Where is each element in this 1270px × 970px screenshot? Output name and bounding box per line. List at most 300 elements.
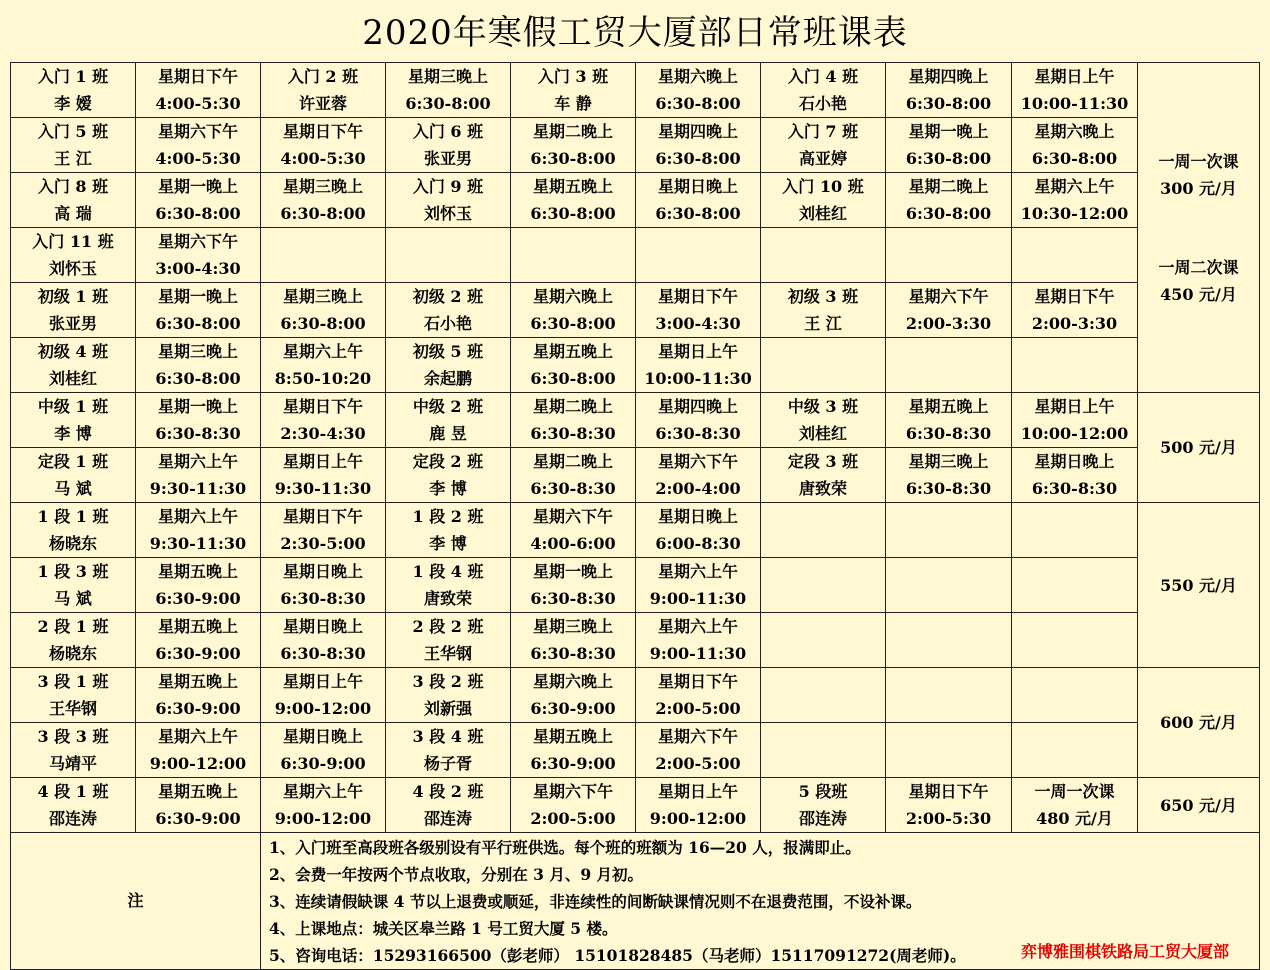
cell-line-2: 6:30-8:30 xyxy=(1031,479,1118,498)
cell-line-1 xyxy=(761,558,885,585)
cell-line-1: 星期日上午 xyxy=(1034,397,1115,416)
schedule-cell xyxy=(136,448,261,503)
cell-line-1: 星期五晚上 xyxy=(157,617,238,636)
notes-row xyxy=(11,833,1260,970)
cell-line-2: 6:30-8:00 xyxy=(905,149,992,168)
schedule-cell xyxy=(261,723,386,778)
cell-line-2: 3:00-4:30 xyxy=(155,259,241,278)
cell-line-1: 星期六上午 xyxy=(657,562,738,581)
cell-line-1 xyxy=(886,503,1011,530)
cell-line-2: 邵连涛 xyxy=(798,809,847,828)
cell-line-1: 星期四晚上 xyxy=(657,122,738,141)
cell-line-1: 3 段 1 班 xyxy=(37,672,109,691)
schedule-row xyxy=(11,173,1260,228)
cell-line-2 xyxy=(886,585,1011,612)
cell-line-2: 6:00-8:30 xyxy=(655,534,741,553)
cell-line-1: 星期三晚上 xyxy=(282,177,363,196)
cell-line-1: 星期六晚上 xyxy=(657,67,738,86)
cell-line-2: 6:30-9:00 xyxy=(530,699,616,718)
schedule-cell xyxy=(761,283,886,338)
cell-line-2: 6:30-8:00 xyxy=(530,204,616,223)
schedule-cell xyxy=(636,283,761,338)
cell-line-2: 6:30-8:00 xyxy=(1031,149,1118,168)
cell-line-2: 6:30-8:00 xyxy=(530,369,616,388)
cell-line-1 xyxy=(761,228,885,255)
cell-line-1: 星期三晚上 xyxy=(532,617,613,636)
schedule-cell xyxy=(261,558,386,613)
cell-line-1: 入门 11 班 xyxy=(32,232,114,251)
cell-line-2 xyxy=(761,640,885,667)
cell-line-2: 2:00-3:30 xyxy=(1031,314,1118,333)
cell-line-2: 4:00-5:30 xyxy=(155,149,241,168)
cell-line-2: 余起鹏 xyxy=(423,369,472,388)
schedule-cell xyxy=(261,448,386,503)
cell-line-2 xyxy=(1012,585,1137,612)
schedule-cell xyxy=(761,558,886,613)
schedule-row xyxy=(11,393,1260,448)
cell-line-1: 中级 1 班 xyxy=(37,397,109,416)
cell-line-1: 星期三晚上 xyxy=(407,67,488,86)
cell-line-1: 星期六下午 xyxy=(908,287,989,306)
cell-line-1: 1 段 4 班 xyxy=(412,562,484,581)
schedule-cell xyxy=(511,173,636,228)
schedule-cell xyxy=(761,228,886,283)
cell-line-1: 星期日晚上 xyxy=(657,507,738,526)
cell-line-1: 4 段 1 班 xyxy=(37,782,109,801)
cell-line-2: 9:30-11:30 xyxy=(149,479,247,498)
cell-line-2: 6:30-8:30 xyxy=(530,589,616,608)
cell-line-2 xyxy=(1012,750,1137,777)
schedule-cell xyxy=(1012,173,1138,228)
schedule-cell xyxy=(636,173,761,228)
schedule-cell xyxy=(636,613,761,668)
schedule-cell xyxy=(136,558,261,613)
cell-line-1: 入门 10 班 xyxy=(782,177,864,196)
schedule-cell xyxy=(1012,558,1138,613)
schedule-cell xyxy=(136,228,261,283)
cell-line-1: 入门 3 班 xyxy=(537,67,609,86)
cell-line-1: 定段 2 班 xyxy=(412,452,484,471)
cell-line-1: 星期六上午 xyxy=(282,342,363,361)
cell-line-2: 6:30-8:30 xyxy=(905,479,992,498)
schedule-cell xyxy=(11,778,136,833)
cell-line-2: 9:00-11:30 xyxy=(649,589,747,608)
schedule-cell xyxy=(886,283,1012,338)
schedule-row xyxy=(11,613,1260,668)
schedule-cell xyxy=(511,63,636,118)
schedule-cell xyxy=(11,118,136,173)
cell-line-1: 星期日晚上 xyxy=(282,617,363,636)
price-text: 一周一次课 xyxy=(1158,151,1239,171)
cell-line-1: 星期六上午 xyxy=(282,782,363,801)
cell-line-2: 石小艳 xyxy=(798,94,847,113)
cell-line-1 xyxy=(1012,613,1137,640)
schedule-cell xyxy=(1012,448,1138,503)
cell-line-2 xyxy=(1012,640,1137,667)
price-cell xyxy=(1138,63,1260,393)
cell-line-2: 6:30-8:00 xyxy=(155,369,241,388)
cell-line-2 xyxy=(761,585,885,612)
cell-line-1: 星期六下午 xyxy=(657,727,738,746)
cell-line-2 xyxy=(886,255,1011,282)
cell-line-2: 10:00-11:30 xyxy=(644,369,752,388)
cell-line-1: 星期六下午 xyxy=(532,507,613,526)
schedule-row xyxy=(11,118,1260,173)
cell-line-2: 10:30-12:00 xyxy=(1020,204,1129,223)
cell-line-1: 中级 2 班 xyxy=(412,397,484,416)
cell-line-2: 6:30-8:00 xyxy=(280,204,366,223)
schedule-cell xyxy=(1012,668,1138,723)
cell-line-1: 星期二晚上 xyxy=(532,452,613,471)
cell-line-1 xyxy=(761,613,885,640)
cell-line-1: 星期六下午 xyxy=(157,232,238,251)
cell-line-1: 星期日下午 xyxy=(1034,287,1115,306)
schedule-cell xyxy=(386,173,511,228)
schedule-cell xyxy=(11,558,136,613)
cell-line-2: 石小艳 xyxy=(423,314,472,333)
schedule-cell xyxy=(386,668,511,723)
schedule-cell xyxy=(261,118,386,173)
schedule-row xyxy=(11,228,1260,283)
cell-line-2: 6:30-8:30 xyxy=(280,589,366,608)
cell-line-2: 2:00-5:30 xyxy=(905,809,992,828)
cell-line-2: 马 斌 xyxy=(54,589,92,608)
cell-line-1: 星期三晚上 xyxy=(282,287,363,306)
cell-line-2: 6:30-8:00 xyxy=(155,314,241,333)
schedule-cell xyxy=(386,393,511,448)
cell-line-2: 6:30-9:00 xyxy=(155,809,241,828)
cell-line-1: 2 段 2 班 xyxy=(412,617,484,636)
cell-line-2: 2:00-3:30 xyxy=(905,314,992,333)
schedule-cell xyxy=(1012,723,1138,778)
cell-line-1: 3 段 3 班 xyxy=(37,727,109,746)
schedule-cell xyxy=(886,63,1012,118)
cell-line-1: 星期六上午 xyxy=(157,452,238,471)
cell-line-2 xyxy=(886,750,1011,777)
schedule-cell xyxy=(11,228,136,283)
schedule-cell xyxy=(386,118,511,173)
cell-line-1: 4 段 2 班 xyxy=(412,782,484,801)
cell-line-1: 星期五晚上 xyxy=(157,672,238,691)
notes-label: 注 xyxy=(11,833,261,970)
page-title: 2020年寒假工贸大厦部日常班课表 xyxy=(362,13,908,53)
cell-line-1: 星期六上午 xyxy=(157,727,238,746)
cell-line-1: 一周一次课 xyxy=(1034,782,1115,801)
cell-line-2: 6:30-9:00 xyxy=(155,699,241,718)
cell-line-1 xyxy=(761,338,885,365)
cell-line-2: 高亚婷 xyxy=(798,149,847,168)
cell-line-2: 10:00-12:00 xyxy=(1020,424,1129,443)
cell-line-2: 6:30-8:00 xyxy=(155,204,241,223)
cell-line-2: 高 瑞 xyxy=(54,204,92,223)
cell-line-2 xyxy=(1012,255,1137,282)
cell-line-2: 王 江 xyxy=(54,149,92,168)
cell-line-2 xyxy=(886,695,1011,722)
schedule-cell xyxy=(636,63,761,118)
cell-line-2: 6:30-8:00 xyxy=(655,94,741,113)
schedule-cell xyxy=(636,503,761,558)
price-text: 300 元/月 xyxy=(1160,178,1237,198)
schedule-row xyxy=(11,63,1260,118)
cell-line-1 xyxy=(886,338,1011,365)
cell-line-2: 8:50-10:20 xyxy=(274,369,372,388)
schedule-cell xyxy=(11,393,136,448)
cell-line-2: 6:30-9:00 xyxy=(155,644,241,663)
cell-line-1: 星期日晚上 xyxy=(282,727,363,746)
cell-line-2: 2:00-4:00 xyxy=(655,479,741,498)
cell-line-2: 9:00-12:00 xyxy=(649,809,747,828)
schedule-cell xyxy=(761,173,886,228)
schedule-cell xyxy=(11,723,136,778)
cell-line-2: 刘怀玉 xyxy=(423,204,472,223)
cell-line-2: 9:00-11:30 xyxy=(649,644,747,663)
cell-line-1: 入门 1 班 xyxy=(37,67,109,86)
schedule-cell xyxy=(511,558,636,613)
cell-line-2: 杨晓东 xyxy=(48,644,97,663)
schedule-cell xyxy=(761,668,886,723)
schedule-cell xyxy=(636,558,761,613)
cell-line-1: 星期六下午 xyxy=(157,122,238,141)
cell-line-2: 6:30-9:00 xyxy=(280,754,366,773)
schedule-cell xyxy=(11,503,136,558)
cell-line-2: 6:30-8:30 xyxy=(655,424,741,443)
cell-line-2: 6:30-8:30 xyxy=(155,424,241,443)
schedule-cell xyxy=(136,338,261,393)
schedule-cell xyxy=(1012,393,1138,448)
schedule-cell xyxy=(886,503,1012,558)
schedule-cell xyxy=(761,393,886,448)
cell-line-2: 2:00-5:00 xyxy=(655,699,741,718)
cell-line-2: 6:30-8:30 xyxy=(530,644,616,663)
schedule-cell xyxy=(511,778,636,833)
cell-line-2: 9:00-12:00 xyxy=(274,699,372,718)
cell-line-2: 马 斌 xyxy=(54,479,92,498)
schedule-cell xyxy=(386,613,511,668)
schedule-cell xyxy=(1012,613,1138,668)
schedule-cell xyxy=(136,613,261,668)
schedule-cell xyxy=(136,283,261,338)
cell-line-1: 初级 4 班 xyxy=(37,342,109,361)
note-item: 1、入门班至高段班各级别设有平行班供选。每个班的班额为 16—20 人，报满即止。 xyxy=(269,837,861,857)
cell-line-2: 刘怀玉 xyxy=(48,259,97,278)
cell-line-1: 入门 7 班 xyxy=(787,122,859,141)
cell-line-1: 中级 3 班 xyxy=(787,397,859,416)
schedule-cell xyxy=(1012,338,1138,393)
cell-line-2: 3:00-4:30 xyxy=(655,314,741,333)
price-text: 600 元/月 xyxy=(1160,713,1237,732)
cell-line-2: 唐致荣 xyxy=(798,479,847,498)
schedule-cell xyxy=(761,503,886,558)
schedule-cell xyxy=(886,393,1012,448)
cell-line-2: 9:30-11:30 xyxy=(149,534,247,553)
cell-line-1: 入门 9 班 xyxy=(412,177,484,196)
cell-line-2: 6:30-9:00 xyxy=(530,754,616,773)
cell-line-2: 李 嫒 xyxy=(54,94,92,113)
cell-line-2: 4:00-5:30 xyxy=(155,94,241,113)
price-text: 一周二次课 xyxy=(1158,257,1239,277)
schedule-cell xyxy=(886,448,1012,503)
schedule-cell xyxy=(11,63,136,118)
schedule-row xyxy=(11,503,1260,558)
cell-line-1: 星期日上午 xyxy=(1034,67,1115,86)
schedule-cell xyxy=(511,338,636,393)
schedule-cell xyxy=(761,778,886,833)
price-text: 550 元/月 xyxy=(1160,575,1237,595)
schedule-row xyxy=(11,723,1260,778)
cell-line-2: 2:30-5:00 xyxy=(280,534,366,553)
cell-line-1: 星期日下午 xyxy=(157,67,238,86)
organization-signature: 弈博雅围棋铁路局工贸大厦部 xyxy=(1020,942,1229,961)
cell-line-1: 星期二晚上 xyxy=(908,177,989,196)
schedule-cell xyxy=(886,778,1012,833)
cell-line-1: 星期日下午 xyxy=(282,122,363,141)
cell-line-1: 初级 2 班 xyxy=(412,287,484,306)
cell-line-1: 1 段 1 班 xyxy=(37,507,109,526)
cell-line-2: 李 博 xyxy=(54,424,92,443)
schedule-row xyxy=(11,448,1260,503)
note-item: 4、上课地点：城关区皋兰路 1 号工贸大厦 5 楼。 xyxy=(269,918,618,938)
schedule-row xyxy=(11,338,1260,393)
cell-line-2 xyxy=(1012,365,1137,392)
schedule-cell xyxy=(261,393,386,448)
cell-line-1: 星期四晚上 xyxy=(908,67,989,86)
schedule-cell xyxy=(386,228,511,283)
cell-line-2: 10:00-11:30 xyxy=(1020,94,1129,113)
cell-line-2: 2:00-5:00 xyxy=(655,754,741,773)
cell-line-2: 6:30-8:00 xyxy=(405,94,491,113)
cell-line-2: 刘桂红 xyxy=(48,369,97,388)
price-text: 650 元/月 xyxy=(1160,795,1237,815)
schedule-cell xyxy=(386,723,511,778)
cell-line-1: 定段 3 班 xyxy=(787,452,859,471)
cell-line-1: 星期五晚上 xyxy=(532,342,613,361)
cell-line-2: 9:00-12:00 xyxy=(149,754,247,773)
cell-line-2: 9:00-12:00 xyxy=(274,809,372,828)
cell-line-1: 星期日上午 xyxy=(282,672,363,691)
schedule-cell xyxy=(1012,63,1138,118)
cell-line-1: 星期三晚上 xyxy=(908,452,989,471)
cell-line-2: 李 博 xyxy=(429,534,467,553)
schedule-cell xyxy=(261,668,386,723)
schedule-cell xyxy=(761,338,886,393)
cell-line-1: 星期五晚上 xyxy=(532,727,613,746)
cell-line-2: 6:30-8:00 xyxy=(905,94,992,113)
cell-line-2 xyxy=(261,255,385,282)
cell-line-1: 星期一晚上 xyxy=(157,177,238,196)
note-item: 5、咨询电话：15293166500（彭老师） 15101828485（马老师）15117091272(周老师)。 xyxy=(269,945,966,965)
schedule-cell xyxy=(136,63,261,118)
cell-line-2: 2:00-5:00 xyxy=(530,809,616,828)
cell-line-1: 星期日上午 xyxy=(657,342,738,361)
cell-line-1 xyxy=(886,668,1011,695)
schedule-table xyxy=(10,62,1260,970)
cell-line-1: 星期二晚上 xyxy=(532,397,613,416)
cell-line-2: 刘桂红 xyxy=(798,204,847,223)
cell-line-2: 杨晓东 xyxy=(48,534,97,553)
cell-line-1: 星期六上午 xyxy=(157,507,238,526)
cell-line-1: 星期三晚上 xyxy=(157,342,238,361)
cell-line-2 xyxy=(636,255,760,282)
schedule-cell xyxy=(511,613,636,668)
schedule-row xyxy=(11,283,1260,338)
schedule-cell xyxy=(11,668,136,723)
schedule-cell xyxy=(386,63,511,118)
cell-line-2: 鹿 昱 xyxy=(429,424,467,443)
cell-line-2: 邵连涛 xyxy=(423,809,472,828)
cell-line-1 xyxy=(886,723,1011,750)
cell-line-1: 星期六晚上 xyxy=(532,287,613,306)
cell-line-2: 6:30-8:00 xyxy=(280,314,366,333)
schedule-cell xyxy=(136,173,261,228)
schedule-cell xyxy=(261,228,386,283)
schedule-cell xyxy=(886,118,1012,173)
schedule-cell xyxy=(636,338,761,393)
cell-line-2: 许亚蓉 xyxy=(298,94,347,113)
cell-line-1: 2 段 1 班 xyxy=(37,617,109,636)
schedule-cell xyxy=(1012,503,1138,558)
schedule-cell xyxy=(511,283,636,338)
price-cell xyxy=(1138,668,1260,778)
cell-line-1 xyxy=(261,228,385,255)
cell-line-1: 入门 8 班 xyxy=(37,177,109,196)
cell-line-2: 王华钢 xyxy=(48,699,97,718)
schedule-row xyxy=(11,668,1260,723)
cell-line-1: 星期五晚上 xyxy=(157,782,238,801)
price-cell xyxy=(1138,503,1260,668)
schedule-cell xyxy=(11,448,136,503)
schedule-cell xyxy=(636,778,761,833)
cell-line-2: 6:30-8:00 xyxy=(530,149,616,168)
cell-line-1: 入门 6 班 xyxy=(412,122,484,141)
schedule-cell xyxy=(636,228,761,283)
cell-line-1 xyxy=(761,723,885,750)
schedule-cell xyxy=(386,778,511,833)
cell-line-2 xyxy=(1012,530,1137,557)
schedule-cell xyxy=(136,118,261,173)
price-cell xyxy=(1138,778,1260,833)
schedule-cell xyxy=(886,173,1012,228)
cell-line-1: 星期六上午 xyxy=(657,617,738,636)
cell-line-1: 星期六上午 xyxy=(1034,177,1115,196)
schedule-cell xyxy=(261,63,386,118)
cell-line-2: 王华钢 xyxy=(423,644,472,663)
cell-line-2: 9:30-11:30 xyxy=(274,479,372,498)
cell-line-2: 邵连涛 xyxy=(48,809,97,828)
cell-line-1: 星期一晚上 xyxy=(157,287,238,306)
schedule-cell xyxy=(886,228,1012,283)
cell-line-1 xyxy=(1012,338,1137,365)
cell-line-1 xyxy=(886,558,1011,585)
cell-line-2: 李 博 xyxy=(429,479,467,498)
schedule-cell xyxy=(511,668,636,723)
schedule-cell xyxy=(11,173,136,228)
schedule-cell xyxy=(886,338,1012,393)
cell-line-2 xyxy=(761,530,885,557)
cell-line-2: 王 江 xyxy=(804,314,842,333)
cell-line-1: 星期五晚上 xyxy=(532,177,613,196)
cell-line-2: 张亚男 xyxy=(423,149,472,168)
price-cell xyxy=(1138,393,1260,503)
cell-line-1 xyxy=(886,613,1011,640)
cell-line-2 xyxy=(761,365,885,392)
cell-line-1: 初级 5 班 xyxy=(412,342,484,361)
schedule-cell xyxy=(886,668,1012,723)
cell-line-2: 4:00-5:30 xyxy=(280,149,366,168)
cell-line-2: 刘桂红 xyxy=(798,424,847,443)
cell-line-1: 初级 3 班 xyxy=(787,287,859,306)
cell-line-2 xyxy=(386,255,510,282)
cell-line-1: 星期日晚上 xyxy=(657,177,738,196)
